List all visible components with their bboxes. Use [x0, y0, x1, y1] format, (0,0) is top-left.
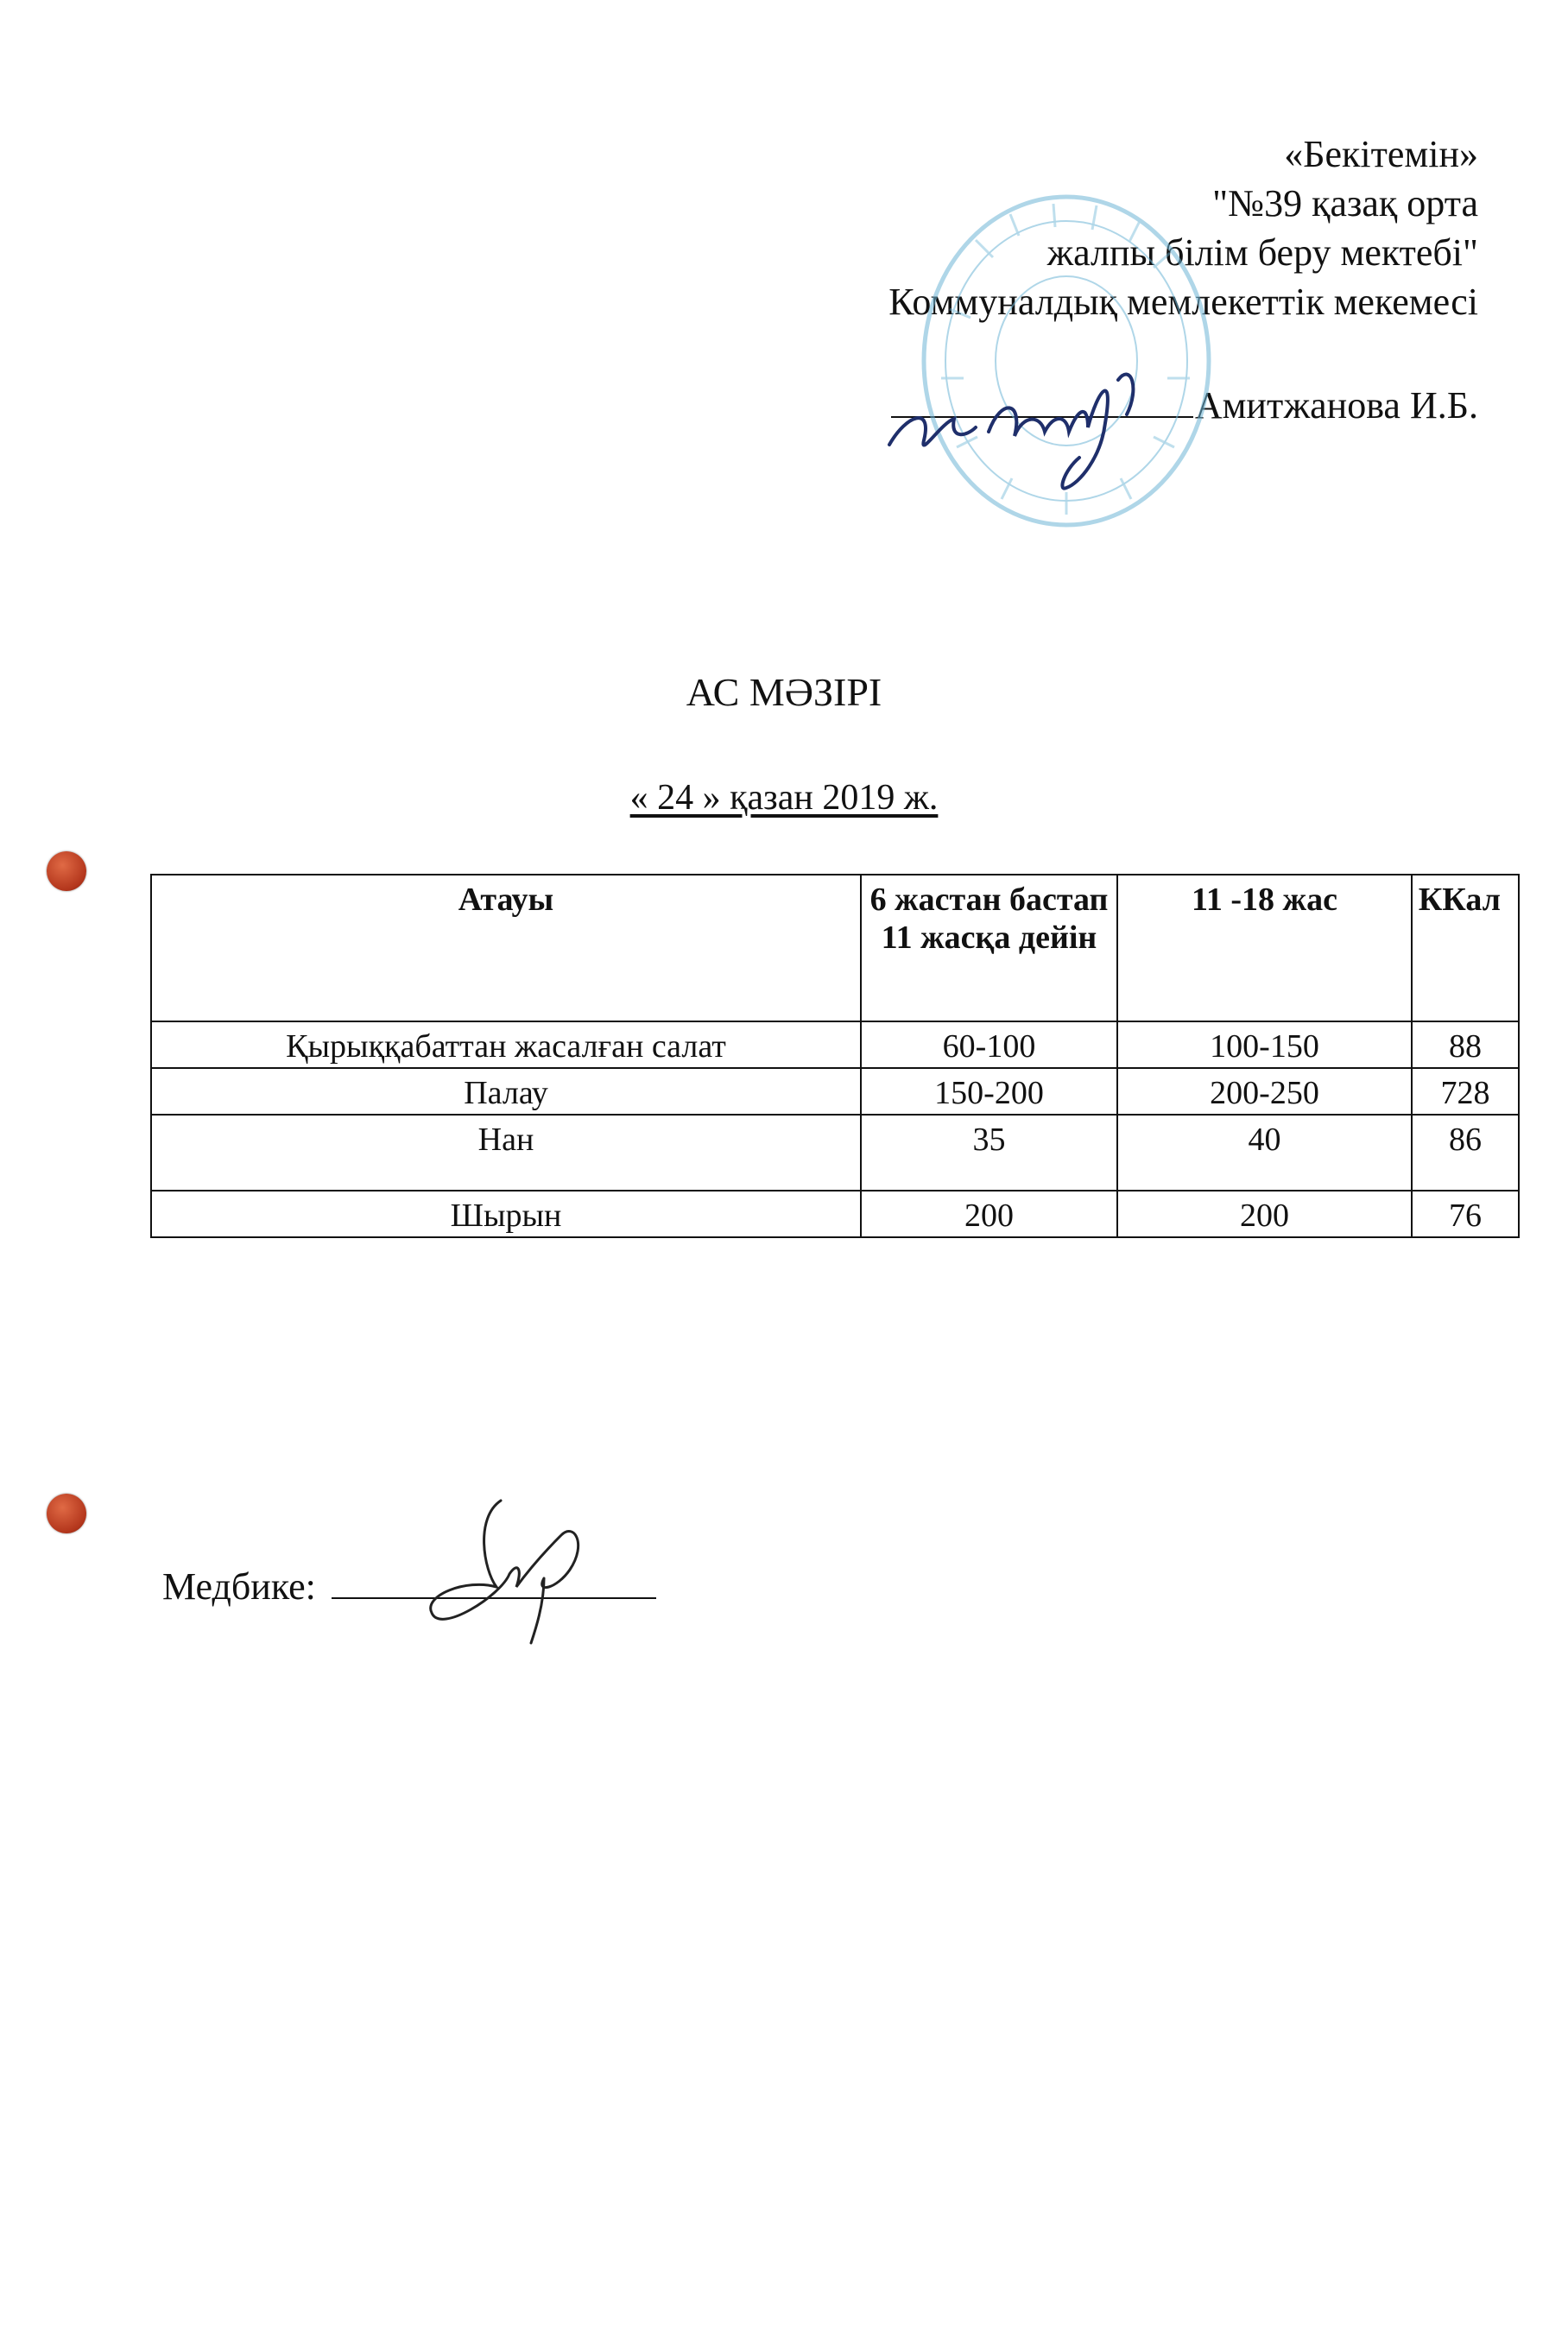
director-signature-icon — [872, 354, 1183, 501]
punch-hole-icon — [47, 851, 86, 891]
menu-table — [150, 874, 1520, 1238]
table-row — [151, 1115, 1519, 1191]
menu-date — [0, 777, 1568, 819]
portion-6-11: 150-200 — [861, 1068, 1117, 1115]
dish-name: Қырыққабаттан жасалған салат — [151, 1021, 861, 1068]
header-kcal: ККал — [1412, 875, 1519, 1021]
portion-6-11: 60-100 — [861, 1021, 1117, 1068]
kcal-value: 86 — [1412, 1115, 1519, 1191]
table-header-row — [151, 875, 1519, 1021]
approval-heading: «Бекітемін» — [1284, 133, 1478, 175]
school-name-line2: жалпы білім беру мектебі" — [1046, 231, 1478, 274]
header-name: Атауы — [151, 875, 861, 1021]
header-age-11-18: 11 -18 жас — [1117, 875, 1412, 1021]
kcal-value: 88 — [1412, 1021, 1519, 1068]
portion-11-18: 200-250 — [1117, 1068, 1412, 1115]
school-name-line3: Коммуналдық мемлекеттік мекемесі — [888, 281, 1478, 323]
kcal-value: 76 — [1412, 1191, 1519, 1237]
table-row — [151, 1021, 1519, 1068]
portion-11-18: 40 — [1117, 1115, 1412, 1191]
portion-11-18: 200 — [1117, 1191, 1412, 1237]
director-name: Амитжанова И.Б. — [1194, 384, 1478, 427]
table-row — [151, 1191, 1519, 1237]
portion-6-11: 200 — [861, 1191, 1117, 1237]
menu-date-text: « 24 » қазан 2019 ж. — [629, 778, 939, 818]
dish-name: Шырын — [151, 1191, 861, 1237]
page-title: АС МӘЗІРІ — [686, 670, 882, 714]
nurse-signature-icon — [414, 1492, 613, 1647]
school-name-line1: "№39 қазақ орта — [1212, 182, 1478, 224]
dish-name: Нан — [151, 1115, 861, 1191]
dish-name: Палау — [151, 1068, 861, 1115]
table-row — [151, 1068, 1519, 1115]
header-age-6-11: 6 жастан бастап 11 жасқа дейін — [861, 875, 1117, 1021]
portion-6-11: 35 — [861, 1115, 1117, 1191]
kcal-value: 728 — [1412, 1068, 1519, 1115]
portion-11-18: 100-150 — [1117, 1021, 1412, 1068]
nurse-label: Медбике: — [162, 1565, 316, 1608]
punch-hole-icon — [47, 1494, 86, 1533]
